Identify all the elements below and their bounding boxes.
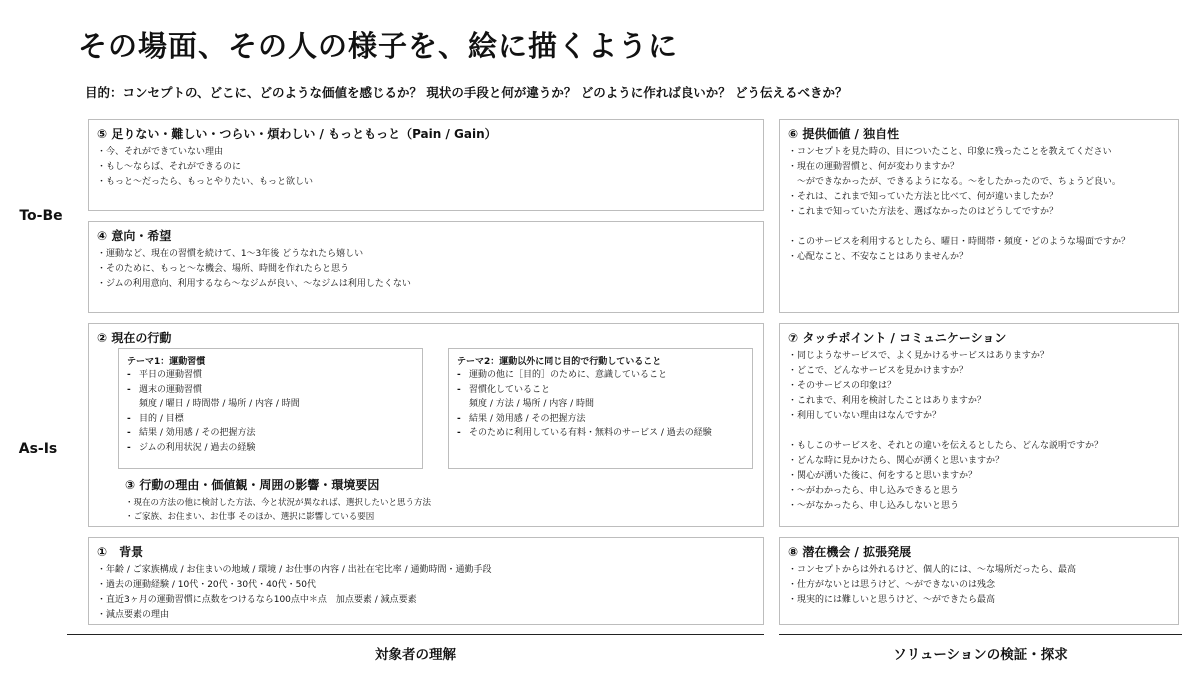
list-item: ・ご家族、お住まい、お仕事 そのほか、選択に影響している要因 — [125, 512, 375, 522]
theme1-box — [118, 348, 423, 469]
list-item: ・仕方がないとは思うけど、〜ができないのは残念 — [788, 580, 996, 590]
footer-divider-right — [779, 634, 1182, 635]
list-item: ・直近3ヶ月の運動習慣に点数をつけるなら100点中＊点 加点要素 / 減点要素 — [97, 595, 417, 605]
list-item: - 週末の運動習慣 — [127, 384, 203, 395]
footer-divider-left — [67, 634, 764, 635]
list-item: ・現在の運動習慣と、何が変わりますか？ — [788, 162, 960, 172]
list-item: ・このサービスを利用するとしたら、曜日・時間帯・頻度・どのような場面ですか？ — [788, 237, 1131, 247]
list-item: ・もっと〜だったら、もっとやりたい、もっと欲しい — [97, 177, 314, 187]
list-item: - 習慣化していること — [457, 384, 551, 395]
list-item: - 結果 / 効用感 / その把握方法 — [127, 428, 256, 438]
box-latent-opportunity-title: ⑧ 潜在機会 / 拡張発展 — [788, 545, 912, 559]
box-latent-opportunity — [779, 537, 1179, 625]
list-item: ・そのサービスの印象は？ — [788, 381, 897, 391]
box-current-behavior — [88, 323, 764, 527]
list-item: 頻度 / 曜日 / 時間帯 / 場所 / 内容 / 時間 — [139, 399, 300, 409]
list-item: ・心配なこと、不安なことはありませんか？ — [788, 252, 969, 262]
list-item: ・もしこのサービスを、それとの違いを伝えるとしたら、どんな説明ですか？ — [788, 441, 1104, 451]
footer-label-left: 対象者の理解 — [375, 647, 456, 663]
box-value-proposition — [779, 119, 1179, 313]
list-item: ・減点要素の理由 — [97, 610, 170, 620]
list-item: ・〜がわかったら、申し込みできると思う — [788, 486, 960, 496]
list-item: - そのために利用している有料・無料のサービス / 過去の経験 — [457, 428, 712, 438]
list-item: - ジムの利用状況 / 過去の経験 — [127, 442, 256, 453]
list-item: ・コンセプトを見た時の、目についたこと、印象に残ったことを教えてください — [788, 147, 1112, 157]
box-touchpoints — [779, 323, 1179, 527]
list-item: ・過去の運動経験 / 10代・20代・30代・40代・50代 — [97, 580, 317, 590]
side-label-tobe: To-Be — [19, 208, 63, 224]
list-item: ・同じようなサービスで、よく見かけるサービスはありますか？ — [788, 351, 1049, 361]
reasons-section — [125, 476, 431, 524]
reasons-title: ③ 行動の理由・価値観・周囲の影響・環境要因 — [125, 478, 380, 492]
box-current-behavior-title: ② 現在の行動 — [97, 331, 172, 345]
list-item: ・コンセプトからは外れるけど、個人的には、〜な場所だったら、最高 — [788, 565, 1077, 575]
list-item: - 目的 / 目標 — [127, 413, 184, 424]
list-item: - 結果 / 効用感 / その把握方法 — [457, 413, 586, 424]
list-item: - 運動の他に［目的］のために、意識していること — [457, 370, 668, 380]
list-item: ・これまで知っていた方法を、選ばなかったのはどうしてですか？ — [788, 207, 1059, 217]
list-item: ・今、それができていない理由 — [97, 147, 224, 157]
list-item: ・年齢 / ご家族構成 / お住まいの地域 / 環境 / お仕事の内容 / 出社在宅比率 / 通勤時間・通勤手段 — [97, 565, 492, 575]
page-subtitle: 目的：コンセプトの、どこに、どのような価値を感じるか？ 現状の手段と何が違うか？ どのように作れば良いか？ どう伝えるべきか？ — [85, 85, 848, 100]
list-item: ・どんな時に見かけたら、関心が湧くと思いますか？ — [788, 456, 1005, 466]
list-item: 〜ができなかったが、できるようになる。〜をしたかったので、ちょうど良い。 — [797, 177, 1121, 187]
side-label-asis: As-Is — [18, 441, 58, 457]
page-title: その場面、その人の様子を、絵に描くように — [78, 29, 679, 63]
box-touchpoints-title: ⑦ タッチポイント / コミュニケーション — [788, 331, 1007, 345]
list-item: ・そのために、もっと〜な機会、場所、時間を作れたらと思う — [97, 264, 350, 274]
box-background — [88, 537, 764, 625]
theme1-title: テーマ1：運動習慣 — [127, 357, 206, 367]
list-item: 頻度 / 方法 / 場所 / 内容 / 時間 — [469, 399, 595, 409]
box-pain-gain-title: ⑤ 足りない・難しい・つらい・煩わしい / もっともっと（Pain / Gain） — [97, 127, 497, 141]
list-spacer — [788, 424, 1170, 439]
box-value-proposition-title: ⑥ 提供価値 / 独自性 — [788, 127, 900, 141]
list-item: ・〜がなかったら、申し込みしないと思う — [788, 501, 960, 511]
list-item: ・関心が湧いた後に、何をすると思いますか？ — [788, 471, 978, 481]
list-item: ・利用していない理由はなんですか？ — [788, 411, 942, 421]
theme2-box — [448, 348, 753, 469]
list-item: ・現実的には難しいと思うけど、〜ができたら最高 — [788, 595, 996, 605]
list-item: ・ジムの利用意向、利用するなら〜なジムが良い、〜なジムは利用したくない — [97, 279, 411, 289]
list-item: ・現在の方法の他に検討した方法、今と状況が異なれば、選択したいと思う方法 — [125, 498, 432, 508]
theme2-title: テーマ2：運動以外に同じ目的で行動していること — [457, 357, 662, 367]
list-item: - 平日の運動習慣 — [127, 370, 203, 380]
footer-label-right: ソリューションの検証・探求 — [893, 647, 1068, 663]
box-intention — [88, 221, 764, 313]
list-item: ・これまで、利用を検討したことはありますか？ — [788, 396, 986, 406]
list-item: ・運動など、現在の習慣を続けて、1〜3年後 どうなれたら嬉しい — [97, 249, 364, 259]
list-item: ・もし〜ならば、それができるのに — [97, 162, 242, 172]
box-background-title: ① 背景 — [97, 545, 144, 559]
list-spacer — [788, 220, 1170, 235]
list-item: ・どこで、どんなサービスを見かけますか？ — [788, 366, 968, 376]
box-pain-gain — [88, 119, 764, 211]
list-item: ・それは、これまで知っていた方法と比べて、何が違いましたか？ — [788, 192, 1058, 202]
box-intention-title: ④ 意向・希望 — [97, 229, 172, 243]
